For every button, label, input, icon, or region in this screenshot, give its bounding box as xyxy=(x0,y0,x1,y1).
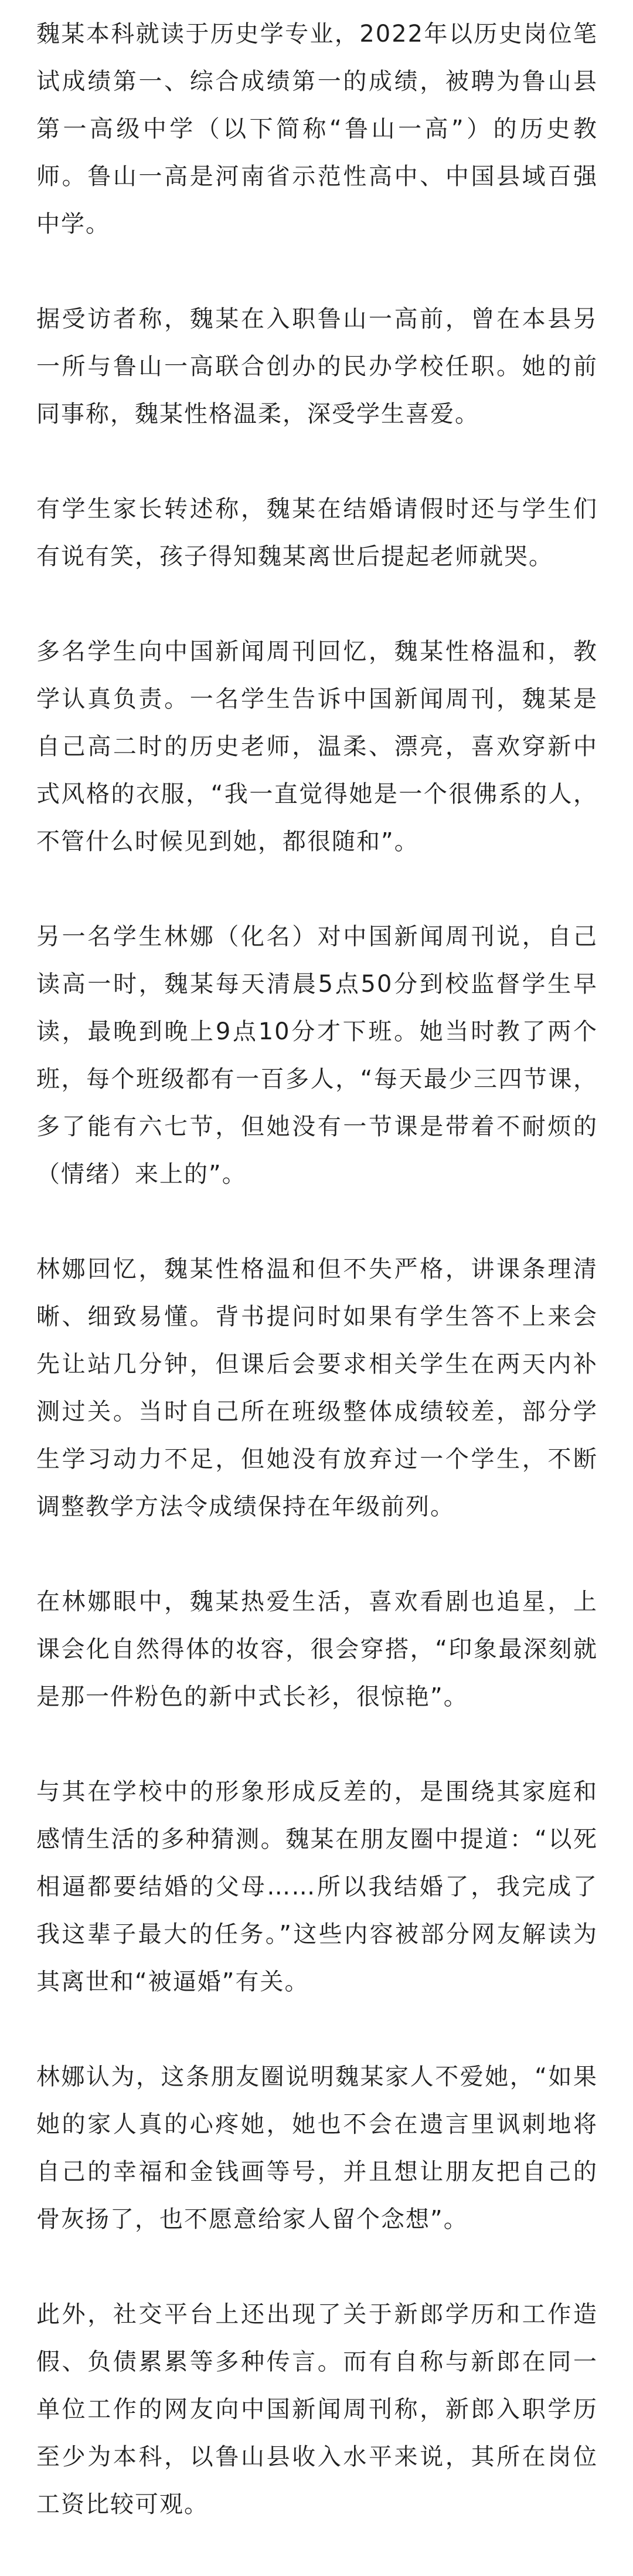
paragraph-9: 林娜认为，这条朋友圈说明魏某家人不爱她，“如果她的家人真的心疼她，她也不会在遗言里讽刺地将自己的幸福和金钱画等号，并且想让朋友把自己的骨灰扬了，也不愿意给家人留个念想”。 xyxy=(36,2063,598,2233)
paragraph-10: 此外，社交平台上还出现了关于新郎学历和工作造假、负债累累等多种传言。而有自称与新郎在同一单位工作的网友向中国新闻周刊称，新郎入职学历至少为本科，以鲁山县收入水平来说，其所在岗位工资比较可观。 xyxy=(36,2301,598,2518)
paragraph-7: 在林娜眼中，魏某热爱生活，喜欢看剧也追星，上课会化自然得体的妆容，很会穿搭，“印象最深刻就是那一件粉色的新中式长衫，很惊艳”。 xyxy=(36,1588,598,1710)
paragraph-5: 另一名学生林娜（化名）对中国新闻周刊说，自己读高一时，魏某每天清晨5点50分到校监督学生早读，最晚到晚上9点10分才下班。她当时教了两个班，每个班级都有一百多人，“每天最少三四节课，多了能有六七节，但她没有一节课是带着不耐烦的（情绪）来上的”。 xyxy=(36,923,598,1188)
paragraph-1: 魏某本科就读于历史学专业，2022年以历史岗位笔试成绩第一、综合成绩第一的成绩，被聘为鲁山县第一高级中学（以下简称“鲁山一高”）的历史教师。鲁山一高是河南省示范性高中、中国县域百强中学。 xyxy=(36,21,598,238)
article-body xyxy=(36,11,598,2576)
paragraph-3: 有学生家长转述称，魏某在结婚请假时还与学生们有说有笑，孩子得知魏某离世后提起老师就哭。 xyxy=(36,496,598,570)
paragraph-2: 据受访者称，魏某在入职鲁山一高前，曾在本县另一所与鲁山一高联合创办的民办学校任职。她的前同事称，魏某性格温柔，深受学生喜爱。 xyxy=(36,306,598,428)
paragraph-8: 与其在学校中的形象形成反差的，是围绕其家庭和感情生活的多种猜测。魏某在朋友圈中提道：“以死相逼都要结婚的父母……所以我结婚了，我完成了我这辈子最大的任务。”这些内容被部分网友解读为其离世和“被逼婚”有关。 xyxy=(36,1778,598,1995)
paragraph-6: 林娜回忆，魏某性格温和但不失严格，讲课条理清晰、细致易懂。背书提问时如果有学生答不上来会先让站几分钟，但课后会要求相关学生在两天内补测过关。当时自己所在班级整体成绩较差，部分学生学习动力不足，但她没有放弃过一个学生，不断调整教学方法令成绩保持在年级前列。 xyxy=(36,1256,598,1520)
paragraph-4: 多名学生向中国新闻周刊回忆，魏某性格温和，教学认真负责。一名学生告诉中国新闻周刊，魏某是自己高二时的历史老师，温柔、漂亮，喜欢穿新中式风格的衣服，“我一直觉得她是一个很佛系的人，不管什么时候见到她，都很随和”。 xyxy=(36,638,598,855)
